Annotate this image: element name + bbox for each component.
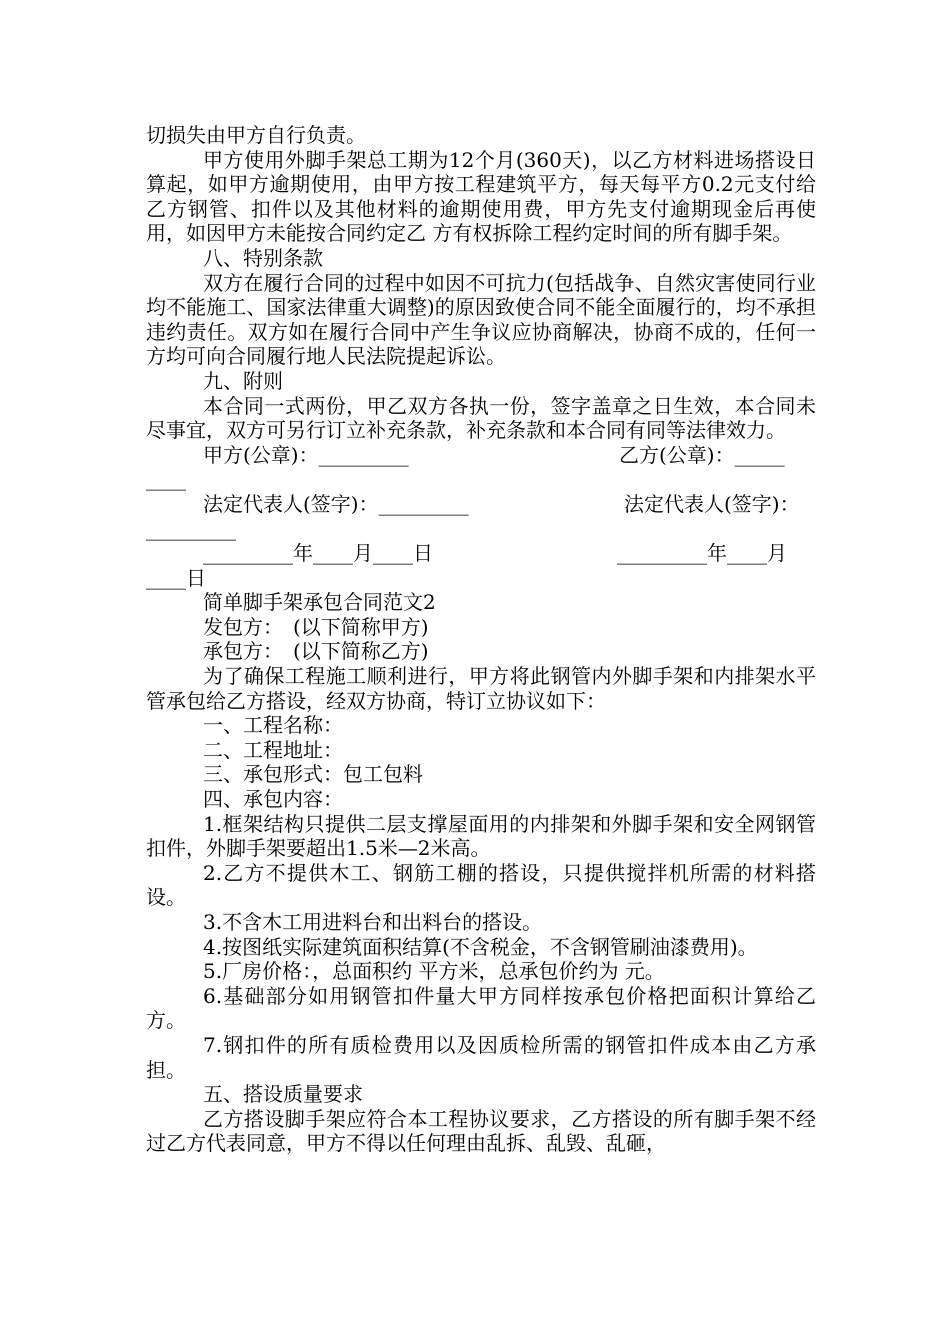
contractor-line: 承包方： (以下简称乙方)	[203, 639, 429, 664]
item-contract-form: 三、承包形式：包工包料	[203, 762, 423, 787]
party-a-seal: 甲方(公章)：_________	[203, 442, 409, 467]
section-heading-special-terms: 八、特别条款	[203, 245, 323, 270]
signature-row-date	[146, 541, 816, 566]
section-heading-quality: 五、搭设质量要求	[203, 1082, 363, 1107]
signature-row-seal	[146, 443, 816, 468]
paragraph-quality-requirements: 乙方搭设脚手架应符合本工程协议要求，乙方搭设的所有脚手架不经过乙方代表同意，甲方不得以任何理由乱拆、乱毁、乱砸，	[146, 1106, 816, 1156]
content-point-7: 7.钢扣件的所有质检费用以及因质检所需的钢管扣件成本由乙方承担。	[146, 1032, 816, 1082]
item-project-name: 一、工程名称：	[203, 713, 343, 738]
paragraph-copies: 本合同一式两份，甲乙双方各执一份，签字盖章之日生效，本合同未尽事宜，双方可另行订立补充条款，补充条款和本合同有同等法律效力。	[146, 393, 816, 443]
contract-title-2: 简单脚手架承包合同范文2	[203, 590, 436, 615]
content-point-4: 4.按图纸实际建筑面积结算(不含税金，不含钢管刷油漆费用)。	[203, 934, 758, 959]
signature-row-representative	[146, 492, 816, 517]
party-a-representative: 法定代表人(签字)：_________	[203, 491, 469, 516]
content-point-1: 1.框架结构只提供二层支撑屋面用的内排架和外脚手架和安全网钢管扣件，外脚手架要超出1.5米—2米高。	[146, 811, 816, 861]
party-b-date: _________年____月	[617, 541, 787, 566]
paragraph-force-majeure: 双方在履行合同的过程中如因不可抗力(包括战争、自然灾害使同行业均不能施工、国家法律重大调整)的原因致使合同不能全面履行的，均不承担违约责任。双方如在履行合同中产生争议应协商解决，协商不成的，任何一方均可向合同履行地人民法院提起诉讼。	[146, 270, 816, 369]
party-b-date-continuation: ____日	[146, 565, 206, 590]
content-point-2: 2.乙方不提供木工、钢筋工棚的搭设，只提供搅拌机所需的材料搭设。	[146, 860, 816, 910]
party-b-representative-continuation: _________	[146, 516, 236, 541]
document-body	[146, 123, 816, 1156]
party-b-seal: 乙方(公章)：_____	[619, 442, 785, 467]
party-b-representative: 法定代表人(签字)：	[624, 491, 800, 516]
paragraph-loss-clause: 切损失由甲方自行负责。	[146, 123, 366, 147]
item-contract-content: 四、承包内容：	[203, 787, 343, 812]
content-point-6: 6.基础部分如用钢管扣件量大甲方同样按承包价格把面积计算给乙方。	[146, 983, 816, 1033]
item-project-address: 二、工程地址：	[203, 737, 343, 762]
party-b-seal-continuation: ____	[146, 467, 186, 492]
content-point-5: 5.厂房价格：，总面积约 平方米，总承包价约为 元。	[203, 959, 665, 984]
paragraph-usage-period: 甲方使用外脚手架总工期为12个月(360天)，以乙方材料进场搭设日算起，如甲方逾期使用，由甲方按工程建筑平方，每天每平方0.2元支付给乙方钢管、扣件以及其他材料的逾期使用费，甲方先支付逾期现金后再使用，如因甲方未能按合同约定乙 方有权拆除工程约定时间的所有脚手架。	[146, 147, 816, 246]
party-a-date: _________年____月____日	[203, 541, 433, 566]
employer-line: 发包方： (以下简称甲方)	[203, 614, 429, 639]
paragraph-purpose: 为了确保工程施工顺利进行，甲方将此钢管内外脚手架和内排架水平管承包给乙方搭设，经双方协商，特订立协议如下：	[146, 664, 816, 713]
section-heading-appendix: 九、附则	[203, 368, 283, 393]
content-point-3: 3.不含木工用进料台和出料台的搭设。	[203, 910, 543, 934]
